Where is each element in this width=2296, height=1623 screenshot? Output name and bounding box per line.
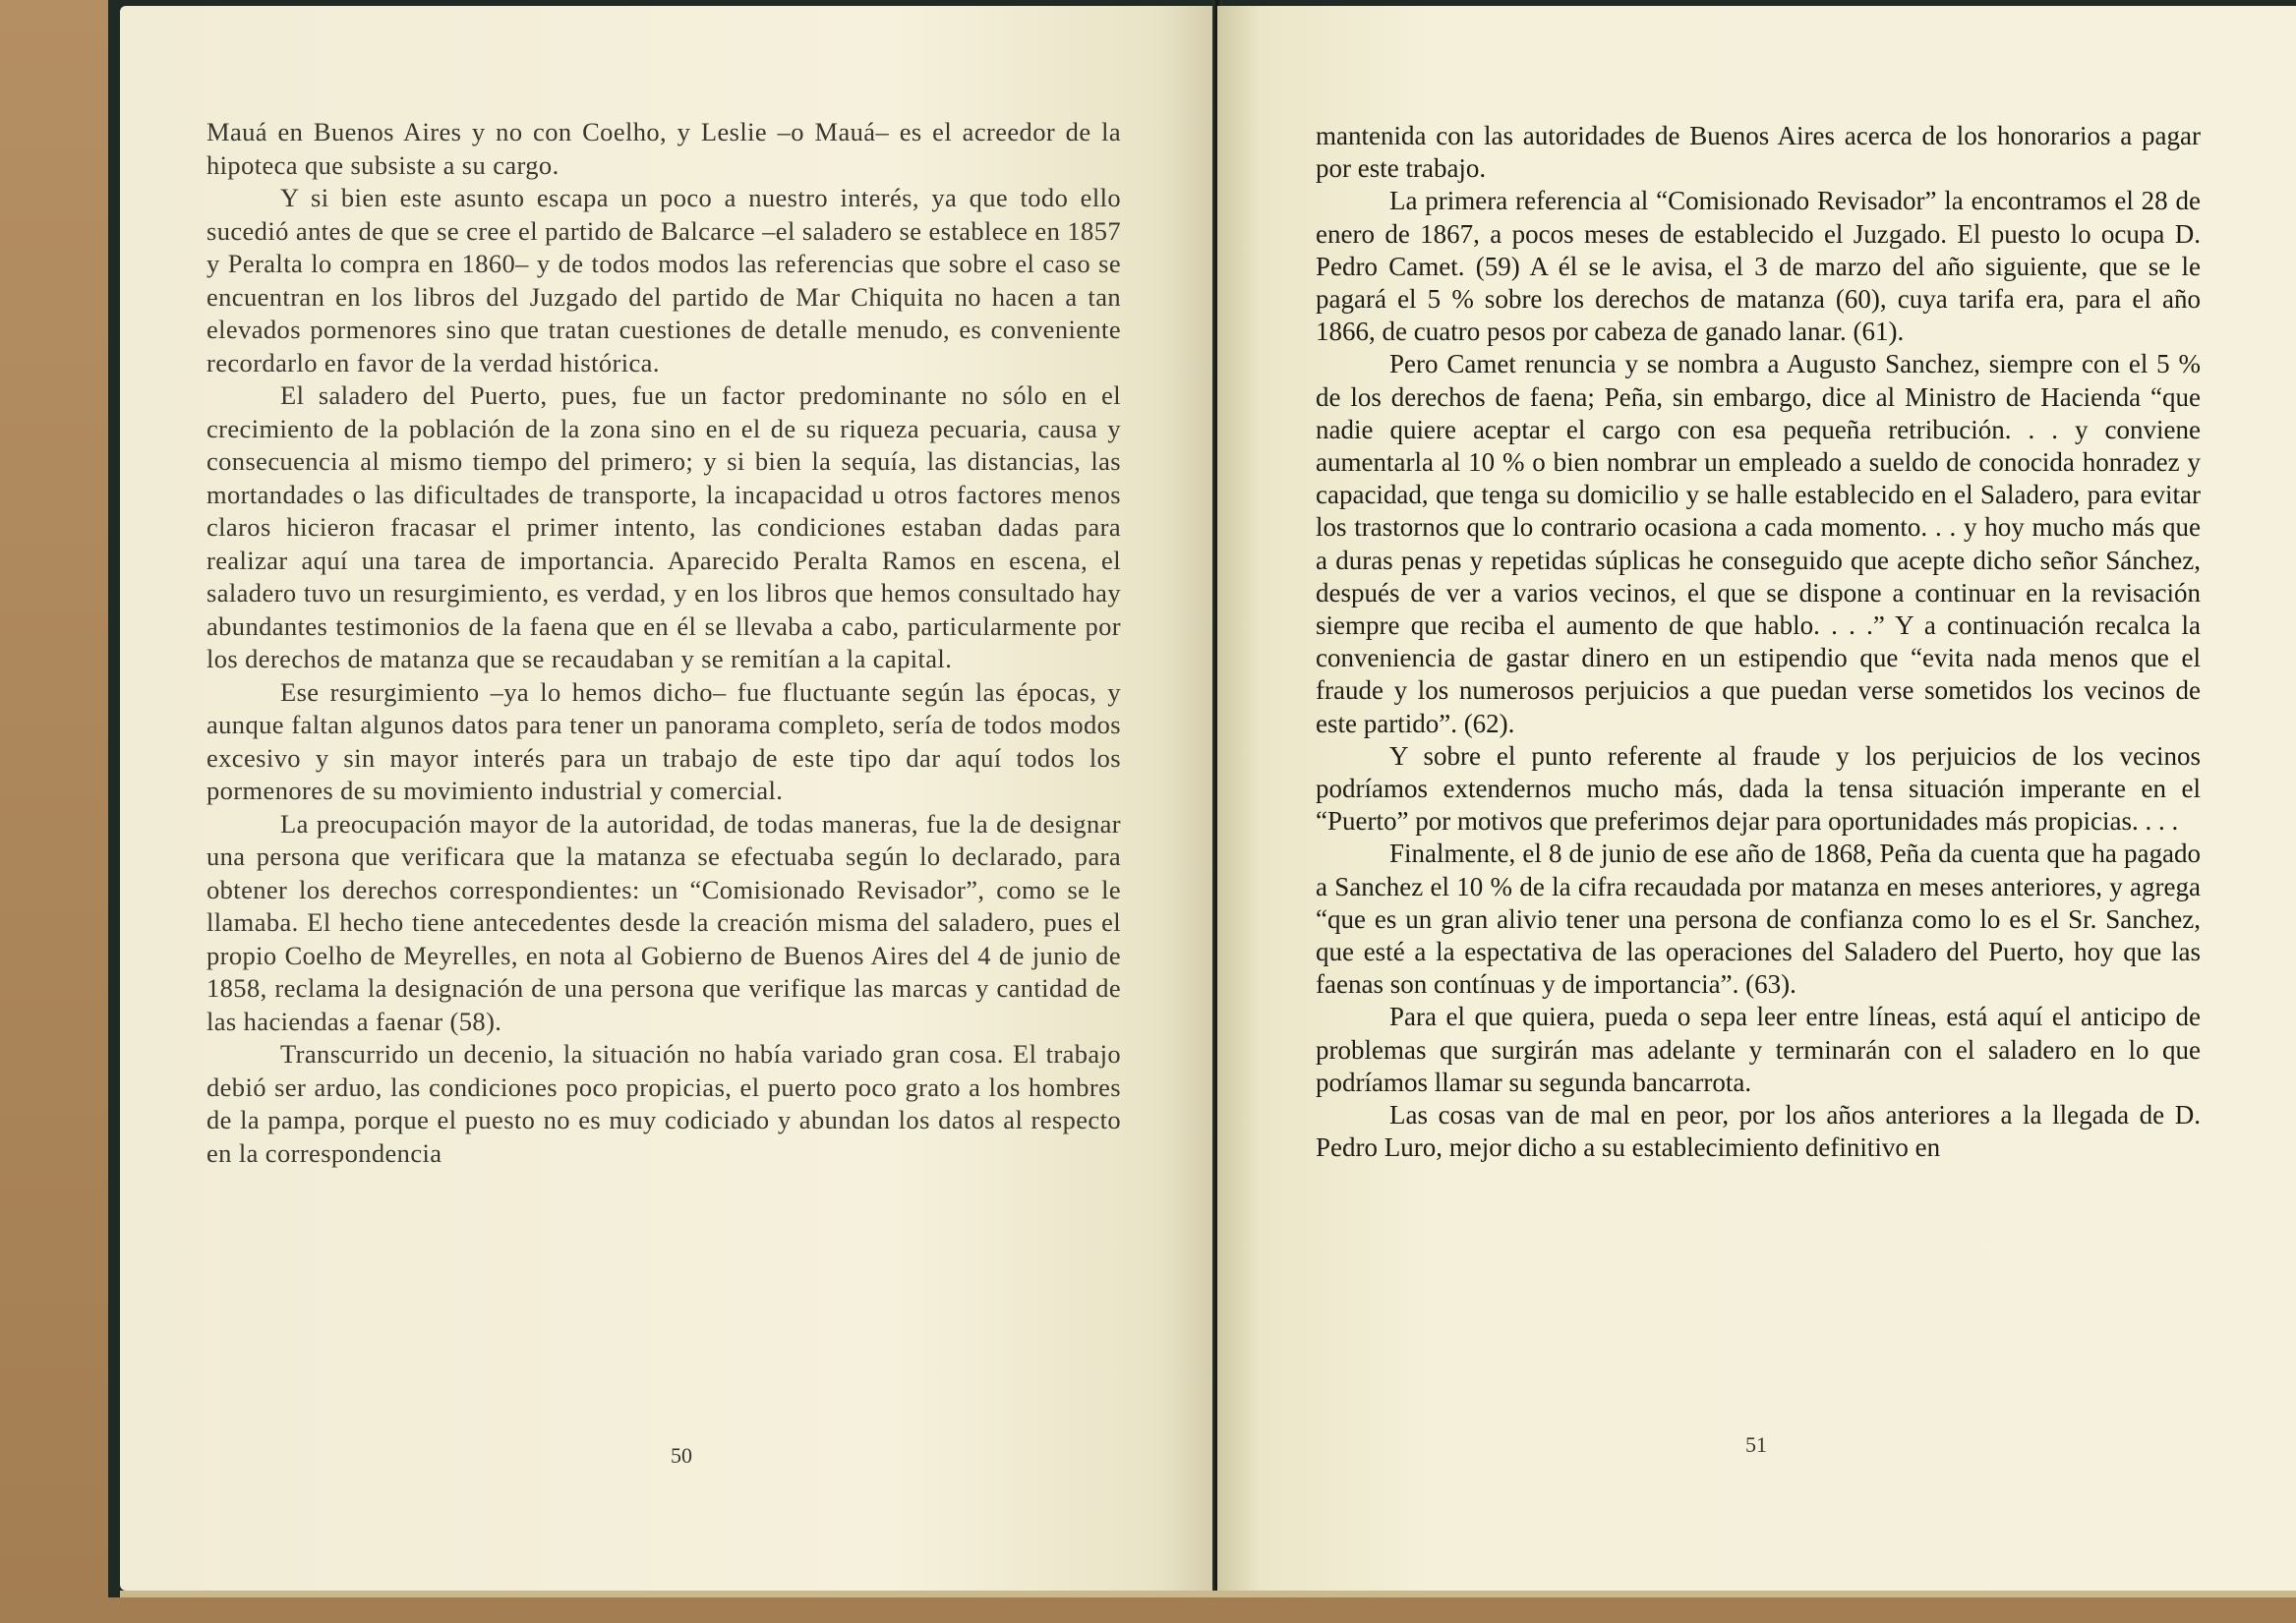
paragraph: Y sobre el punto referente al fraude y los perjuicios de los vecinos podríamos extendernos mucho más, dada la tensa situación imperante en el “Puerto” por motivos que preferimos dejar para oportunidades más propicias. . . . xyxy=(1316,740,2201,837)
right-page xyxy=(1217,6,2296,1591)
page-bottom-edge xyxy=(120,1591,2296,1597)
paragraph: Y si bien este asunto escapa un poco a nuestro interés, ya que todo ello sucedió antes de que se cree el partido de Balcarce –el saladero se establece en 1857 y Peralta lo compra en 1860– y de todos modos las referencias que sobre el caso se encuentran en los libros del Juzgado del partido de Mar Chiquita no hacen a tan elevados pormenores sino que tratan cuestiones de detalle menudo, es conveniente recordarlo en favor de la verdad histórica. xyxy=(206,183,1121,377)
paragraph: Pero Camet renuncia y se nombra a Augusto Sanchez, siempre con el 5 % de los derechos de faena; Peña, sin embargo, dice al Ministro de Hacienda “que nadie quiere aceptar el cargo con esa pequeña retribución. . . y conviene aumentarla al 10 % o bien nombrar un empleado a sueldo de conocida honradez y capacidad, que tenga su domicilio y se halle establecido en el Saladero, para evitar los trastornos que lo contrario ocasiona a cada momento. . . y hoy mucho más que a duras penas y repetidas súplicas he conseguido que acepte dicho señor Sánchez, después de ver a varios vecinos, el que se dispone a continuar en la revisación siempre que reciba el aumento de que hablo. . . .” Y a continuación recalca la conveniencia de gastar dinero en un estipendio que “evita nada menos que el fraude y los numerosos perjuicios a que puedan verse sometidos los vecinos de este partido”. (62). xyxy=(1316,349,2201,738)
paragraph: La preocupación mayor de la autoridad, de todas maneras, fue la de designar una persona que verificara que la matanza se efectuaba según lo declarado, para obtener los derechos correspondientes: un “Comisionado Revisador”, como se le llamaba. El hecho tiene antecedentes desde la creación misma del saladero, pues el propio Coelho de Meyrelles, en nota al Gobierno de Buenos Aires del 4 de junio de 1858, reclama la designación de una persona que verifique las marcas y cantidad de las haciendas a faenar (58). xyxy=(206,808,1121,1036)
paragraph: Ese resurgimiento –ya lo hemos dicho– fue fluctuante según las épocas, y aunque faltan algunos datos para tener un panorama completo, sería de todos modos excesivo y sin mayor interés para un trabajo de este tipo dar aquí todos los pormenores de su movimiento industrial y comercial. xyxy=(206,676,1121,805)
page-number: 51 xyxy=(1745,1432,1767,1457)
paragraph: Transcurrido un decenio, la situación no había variado gran cosa. El trabajo debió ser arduo, las condiciones poco propicias, el puerto poco grato a los hombres de la pampa, porque el puesto no es muy codiciado y abundan los datos al respecto en la correspondencia xyxy=(206,1039,1121,1168)
paragraph: Finalmente, el 8 de junio de ese año de 1868, Peña da cuenta que ha pagado a Sanchez el 10 % de la cifra recaudada por matanza en meses anteriores, y agrega “que es un gran alivio tener una persona de confianza como lo es el Sr. Sanchez, que esté a la espectativa de las operaciones del Saladero del Puerto, hoy que las faenas son contínuas y de importancia”. (63). xyxy=(1316,839,2201,1000)
paragraph: Las cosas van de mal en peor, por los años anteriores a la llegada de D. Pedro Luro, mejor dicho a su establecimiento definitivo en xyxy=(1316,1100,2201,1163)
left-page-body xyxy=(206,116,1121,1170)
paragraph: mantenida con las autoridades de Buenos Aires acerca de los honorarios a pagar por este trabajo. xyxy=(1316,121,2201,184)
paragraph: Mauá en Buenos Aires y no con Coelho, y Leslie –o Mauá– es el acreedor de la hipoteca que subsiste a su cargo. xyxy=(206,117,1121,180)
right-page-body xyxy=(1316,120,2201,1165)
paragraph: El saladero del Puerto, pues, fue un factor predominante no sólo en el crecimiento de la población de la zona sino en el de su riqueza pecuaria, causa y consecuencia al mismo tiempo del primero; y si bien la sequía, las distancias, las mortandades o las dificultades de transporte, la incapacidad u otros factores menos claros hicieron fracasar el primer intento, las condiciones estaban dadas para realizar aquí una tarea de importancia. Aparecido Peralta Ramos en escena, el saladero tuvo un resurgimiento, es verdad, y en los libros que hemos consultado hay abundantes testimonios de la faena que en él se llevaba a cabo, particularmente por los derechos de matanza que se recaudaban y se remitían a la capital. xyxy=(206,380,1121,673)
left-page xyxy=(120,6,1226,1591)
paragraph: La primera referencia al “Comisionado Revisador” la encontramos el 28 de enero de 1867, a pocos meses de establecido el Juzgado. El puesto lo ocupa D. Pedro Camet. (59) A él se le avisa, el 3 de marzo del año siguiente, que se le pagará el 5 % sobre los derechos de matanza (60), cuya tarifa era, para el año 1866, de cuatro pesos por cabeza de ganado lanar. (61). xyxy=(1316,186,2201,347)
page-number: 50 xyxy=(671,1443,692,1468)
paragraph: Para el que quiera, pueda o sepa leer entre líneas, está aquí el anticipo de problemas que surgirán mas adelante y terminarán con el saladero en lo que podríamos llamar su segunda bancarrota. xyxy=(1316,1002,2201,1097)
